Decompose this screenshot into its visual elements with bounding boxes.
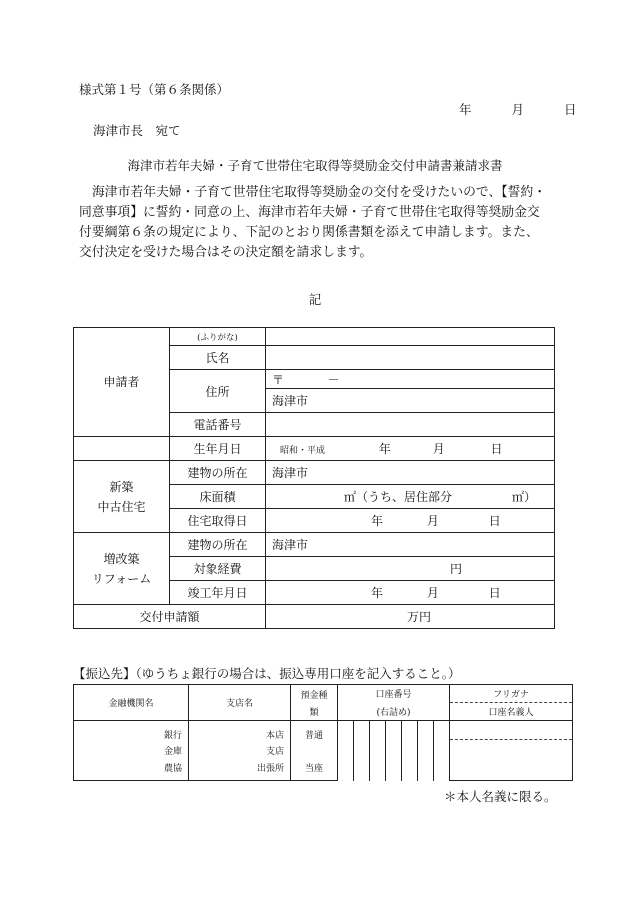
account-digit-cell[interactable] (354, 721, 370, 781)
name-field[interactable] (266, 346, 555, 370)
birth-month-label: 月 (432, 442, 445, 456)
target-cost-label: 対象経費 (170, 557, 266, 581)
date-month-label: 月 (511, 102, 524, 117)
branch-option[interactable]: 出張所 (256, 763, 284, 774)
applicant-group-label: 申請者 (74, 328, 170, 437)
phone-field[interactable] (266, 413, 555, 437)
reno-location-label: 建物の所在 (170, 533, 266, 557)
acquired-date-label: 住宅取得日 (170, 509, 266, 533)
grant-amount-unit: 万円 (407, 610, 432, 624)
branch-option[interactable]: 本店 (265, 730, 284, 741)
bank-transfer-heading: 【振込先】（ゆうちょ銀行の場合は、振込専用口座を記入すること。） (73, 666, 461, 681)
branch-option[interactable]: 支店 (265, 747, 284, 757)
deposit-type-header-line2: 類 (309, 707, 319, 718)
date-day-label: 日 (563, 102, 577, 117)
body-line: 同意事項】に誓約・同意の上、海津市若年夫婦・子育て世帯住宅取得等奨励金交 (79, 205, 540, 220)
target-cost-unit: 円 (450, 562, 463, 576)
floor-area-field[interactable] (266, 485, 555, 509)
completion-date-label: 竣工年月日 (170, 581, 266, 605)
zip-field[interactable] (266, 370, 555, 389)
renovation-group-label (74, 533, 170, 605)
body-line: 付要綱第６条の規定により、下記のとおり関係書類を添えて申請します。また、 (79, 225, 539, 240)
kana-header: フリガナ (450, 685, 573, 703)
account-number-header: 口座番号 (338, 685, 450, 703)
institution-option[interactable]: 銀行 (163, 730, 182, 741)
body-line: 交付決定を受けた場合はその決定額を請求します。 (79, 245, 373, 260)
birthdate-field[interactable] (266, 437, 555, 461)
completion-month-label: 月 (426, 586, 439, 600)
renovation-line2: リフォーム (91, 571, 152, 586)
grant-amount-field[interactable] (266, 605, 555, 629)
new-location-city: 海津市 (272, 466, 309, 480)
new-build-line1: 新築 (109, 479, 134, 494)
completion-day-label: 日 (488, 586, 501, 600)
address-label: 住所 (170, 370, 266, 413)
birth-day-label: 日 (490, 442, 503, 456)
document-title: 海津市若年夫婦・子育て世帯住宅取得等奨励金交付申請書兼請求書 (127, 158, 503, 173)
name-label: 氏名 (170, 346, 266, 370)
institution-options (74, 725, 188, 777)
floor-area-label: 床面積 (170, 485, 266, 509)
form-number: 様式第１号（第６条関係） (79, 82, 230, 97)
bank-transfer-table (73, 684, 573, 781)
new-build-group-label (74, 461, 170, 533)
phone-label: 電話番号 (170, 413, 266, 437)
account-digit-cell[interactable] (434, 721, 450, 781)
account-note: ＊本人名義に限る。 (444, 789, 557, 804)
new-build-line2: 中古住宅 (97, 499, 146, 514)
renovation-line1: 増改築 (103, 551, 140, 566)
birthdate-label: 生年月日 (170, 437, 266, 461)
furigana-field[interactable] (266, 328, 555, 346)
era-options[interactable]: 昭和・平成 (280, 446, 326, 456)
completion-year-label: 年 (371, 586, 384, 600)
reno-location-field[interactable] (266, 533, 555, 557)
account-digit-cell[interactable] (338, 721, 354, 781)
address-field[interactable] (266, 389, 555, 413)
furigana-label: (ふりがな) (170, 328, 266, 346)
institution-header: 金融機関名 (74, 685, 189, 721)
account-digit-cell[interactable] (386, 721, 402, 781)
body-text (79, 183, 559, 263)
grant-amount-label: 交付申請額 (74, 605, 266, 629)
application-table (73, 327, 555, 629)
deposit-option-ordinary[interactable]: 普通 (304, 730, 323, 741)
deposit-type-header (291, 685, 338, 721)
branch-options (189, 725, 290, 777)
deposit-type-header-line1: 預金種 (300, 690, 328, 701)
ki-heading: 記 (308, 292, 322, 307)
holder-kana-field[interactable] (450, 721, 572, 740)
application-date (459, 100, 576, 118)
address-city: 海津市 (272, 394, 309, 408)
branch-field[interactable] (189, 721, 291, 781)
institution-option[interactable]: 農協 (163, 763, 182, 774)
deposit-type-field[interactable] (291, 721, 338, 781)
reno-location-city: 海津市 (272, 538, 309, 552)
date-year-label: 年 (459, 102, 472, 117)
target-cost-field[interactable] (266, 557, 555, 581)
addressee: 海津市長 宛て (93, 123, 181, 138)
acquired-day-label: 日 (488, 514, 501, 528)
acquired-year-label: 年 (371, 514, 384, 528)
acquired-month-label: 月 (426, 514, 439, 528)
applicant-group-continued (74, 437, 170, 461)
account-holder-field[interactable] (450, 721, 573, 781)
new-location-label: 建物の所在 (170, 461, 266, 485)
account-number-subheader: (右詰め) (338, 703, 450, 721)
account-digit-cell[interactable] (370, 721, 386, 781)
floor-area-units: ㎡（うち、居住部分 ㎡） (344, 490, 537, 504)
body-line: 海津市若年夫婦・子育て世帯住宅取得等奨励金の交付を受けたいので、【誓約・ (92, 185, 547, 200)
institution-field[interactable] (74, 721, 189, 781)
acquired-date-field[interactable] (266, 509, 555, 533)
holder-header: 口座名義人 (450, 703, 573, 721)
zip-dash: － (327, 372, 340, 387)
zip-mark: 〒 (272, 372, 285, 387)
completion-date-field[interactable] (266, 581, 555, 605)
branch-header: 支店名 (189, 685, 291, 721)
deposit-option-current[interactable]: 当座 (304, 763, 323, 774)
birth-year-label: 年 (378, 442, 391, 456)
new-location-field[interactable] (266, 461, 555, 485)
account-digit-cell[interactable] (418, 721, 434, 781)
deposit-options (291, 725, 337, 777)
institution-option[interactable]: 金庫 (163, 747, 182, 757)
account-digit-cell[interactable] (402, 721, 418, 781)
